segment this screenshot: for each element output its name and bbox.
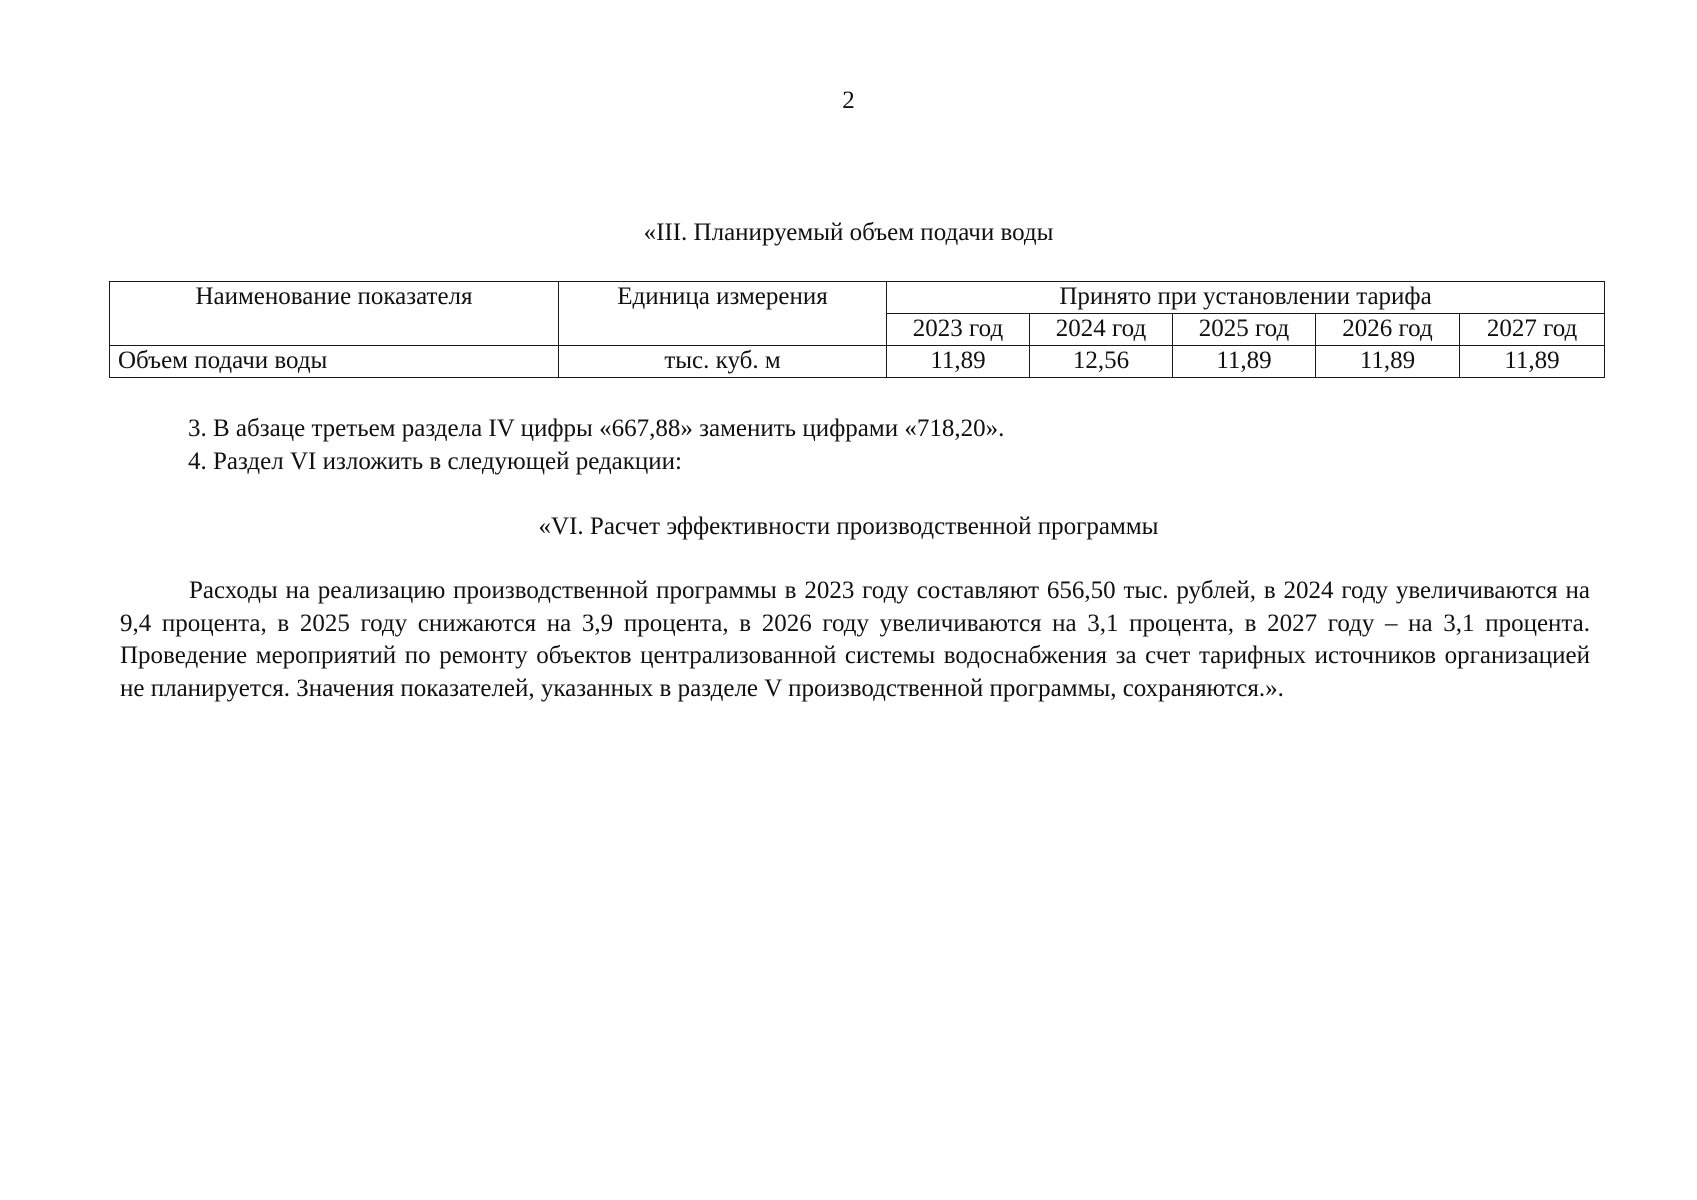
page-number: 2 [842, 87, 855, 114]
table-header-row [110, 282, 1605, 314]
row-unit: тыс. куб. м [559, 346, 887, 378]
row-indicator: Объем подачи воды [110, 346, 559, 378]
header-unit: Единица измерения [559, 282, 887, 346]
header-indicator: Наименование показателя [110, 282, 559, 346]
water-volume-table [109, 281, 1605, 378]
header-tariff-group: Принято при установлении тарифа [887, 282, 1605, 314]
row-value: 12,56 [1030, 346, 1173, 378]
row-value: 11,89 [1173, 346, 1316, 378]
header-year: 2024 год [1030, 314, 1173, 346]
row-value: 11,89 [887, 346, 1030, 378]
header-year: 2026 год [1316, 314, 1460, 346]
header-year: 2025 год [1173, 314, 1316, 346]
table-row [110, 346, 1605, 378]
header-year: 2023 год [887, 314, 1030, 346]
row-value: 11,89 [1316, 346, 1460, 378]
section-6-paragraph: Расходы на реализацию производственной программы в 2023 году составляют 656,50 тыс. рублей, в 2024 году увеличиваются на 9,4 процента, в 2025 году снижаются на 3,9 процента, в 2026 году увеличиваются на 3,1 процента, в 2027 году – на 3,1 процента. Проведение мероприятий по ремонту объектов централизованной системы водоснабжения за счет тарифных источников организацией не планируется. Значения показателей, указанных в разделе V производственной программы, сохраняются.». [120, 577, 1590, 702]
section-6-heading: «VI. Расчет эффективности производственной программы [538, 513, 1159, 540]
instruction-item-3: 3. В абзаце третьем раздела IV цифры «667,88» заменить цифрами «718,20». [188, 415, 1005, 442]
instruction-item-4: 4. Раздел VI изложить в следующей редакции: [188, 448, 683, 475]
row-value: 11,89 [1460, 346, 1605, 378]
header-year: 2027 год [1460, 314, 1605, 346]
section-3-heading: «III. Планируемый объем подачи воды [643, 219, 1054, 246]
